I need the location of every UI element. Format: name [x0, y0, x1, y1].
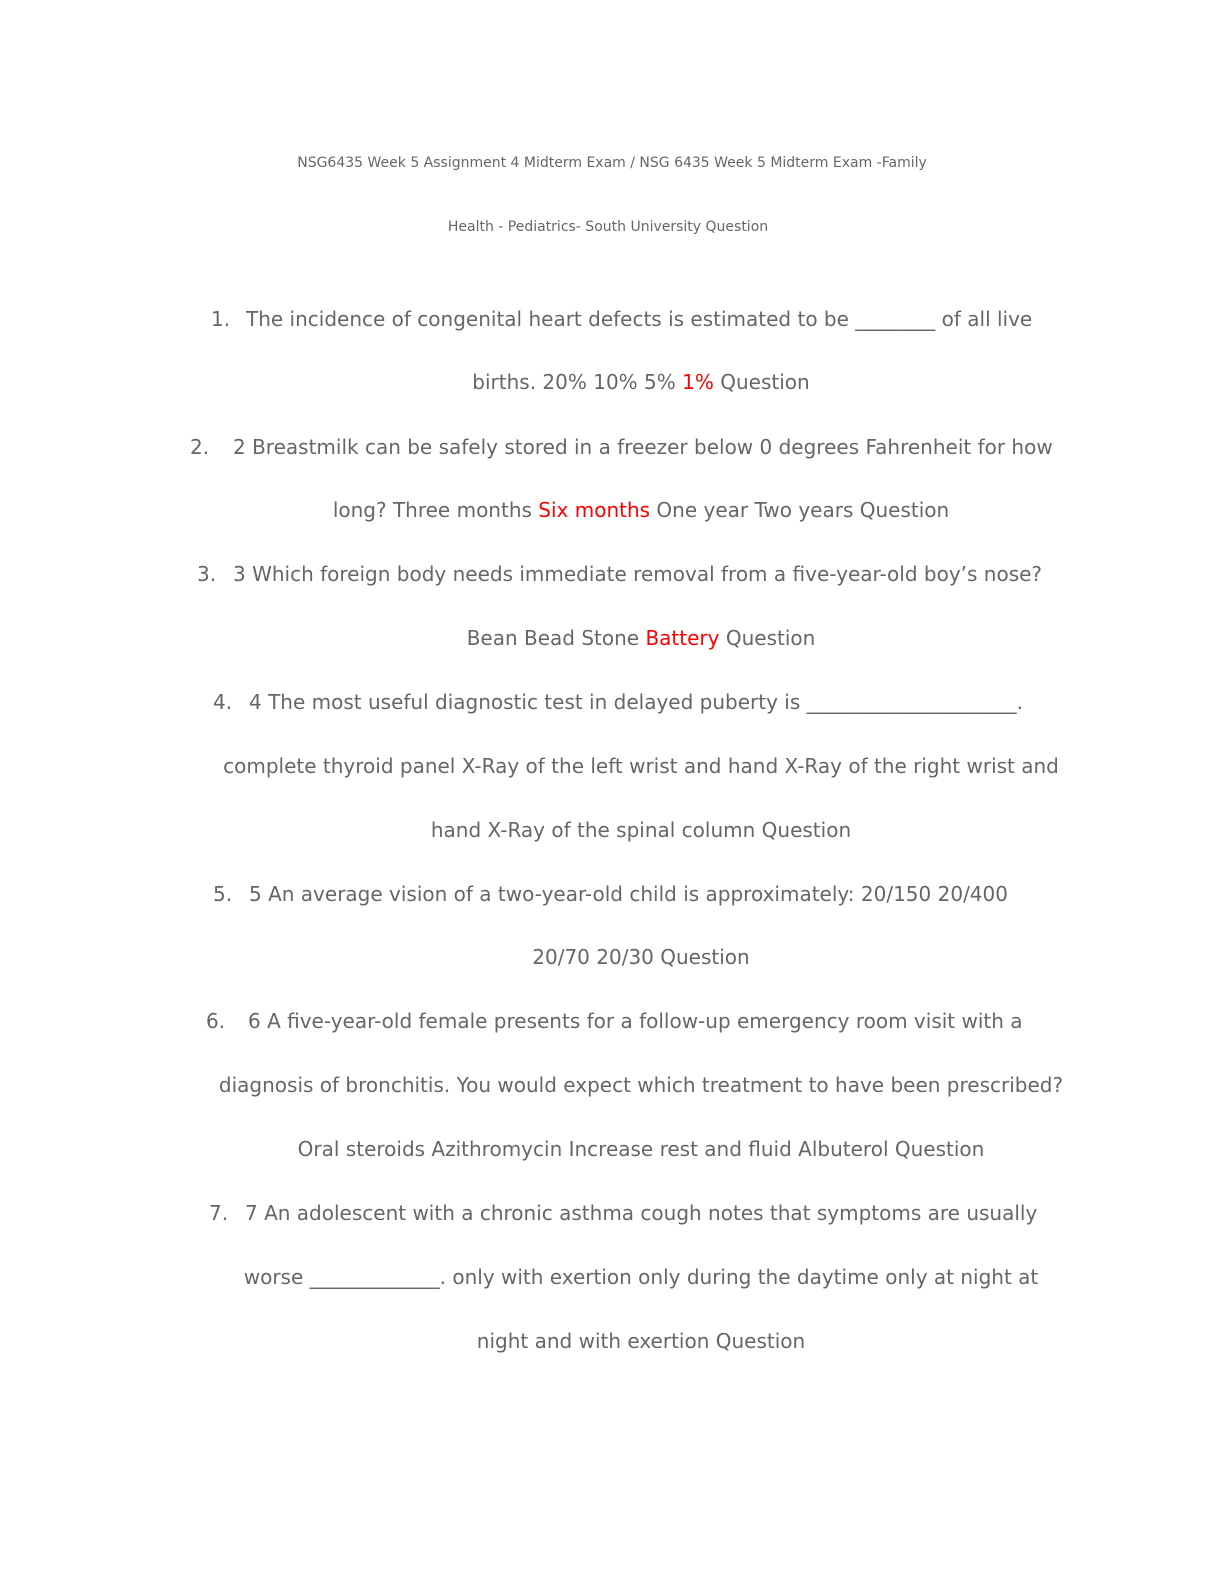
- question-number: 3.: [197, 562, 217, 586]
- option-text: One year Two years Question: [650, 498, 950, 522]
- document-title-line-1: NSG6435 Week 5 Assignment 4 Midterm Exam / NSG 6435 Week 5 Midterm Exam -Family: [297, 155, 927, 171]
- question-number: 4.: [213, 690, 233, 714]
- question-number: 7.: [209, 1201, 229, 1225]
- question-text: 3 Which foreign body needs immediate removal from a five-year-old boy’s nose?: [233, 562, 1043, 586]
- question-options: diagnosis of bronchitis. You would expect which treatment to have been prescribed?: [218, 1073, 1064, 1097]
- question-number: 2.: [190, 435, 210, 459]
- option-text: births. 20% 10% 5%: [472, 370, 683, 394]
- question-options: complete thyroid panel X-Ray of the left wrist and hand X-Ray of the right wrist and: [223, 754, 1059, 778]
- question-options: [241, 495, 1041, 525]
- correct-answer: Six months: [538, 498, 651, 522]
- option-text: long? Three months: [332, 498, 539, 522]
- question-options: worse _____________. only with exertion only during the daytime only at night at: [243, 1265, 1039, 1289]
- question-number: 1.: [211, 307, 231, 331]
- question-options: hand X-Ray of the spinal column Question: [430, 818, 852, 842]
- question-text: 5 An average vision of a two-year-old child is approximately: 20/150 20/400: [249, 882, 1008, 906]
- option-text: Bean Bead Stone: [466, 626, 646, 650]
- option-text: Question: [719, 626, 816, 650]
- question-text: The incidence of congenital heart defects is estimated to be ________ of all live: [246, 307, 1033, 331]
- question-text: 4 The most useful diagnostic test in delayed puberty is _____________________.: [249, 690, 1023, 714]
- question-text: 2 Breastmilk can be safely stored in a freezer below 0 degrees Fahrenheit for how: [233, 435, 1053, 459]
- question-options: [241, 623, 1041, 653]
- question-options: night and with exertion Question: [476, 1329, 806, 1353]
- question-number: 5.: [213, 882, 233, 906]
- correct-answer: Battery: [645, 626, 720, 650]
- question-options: Oral steroids Azithromycin Increase rest and fluid Albuterol Question: [297, 1137, 985, 1161]
- correct-answer: 1%: [682, 370, 714, 394]
- question-options: 20/70 20/30 Question: [532, 945, 750, 969]
- question-options: [241, 367, 1041, 397]
- question-number: 6.: [206, 1009, 226, 1033]
- question-text: 7 An adolescent with a chronic asthma cough notes that symptoms are usually: [245, 1201, 1038, 1225]
- question-text: 6 A five-year-old female presents for a follow-up emergency room visit with a: [248, 1009, 1023, 1033]
- document-title-line-2: Health - Pediatrics- South University Question: [447, 219, 769, 235]
- option-text: Question: [713, 370, 810, 394]
